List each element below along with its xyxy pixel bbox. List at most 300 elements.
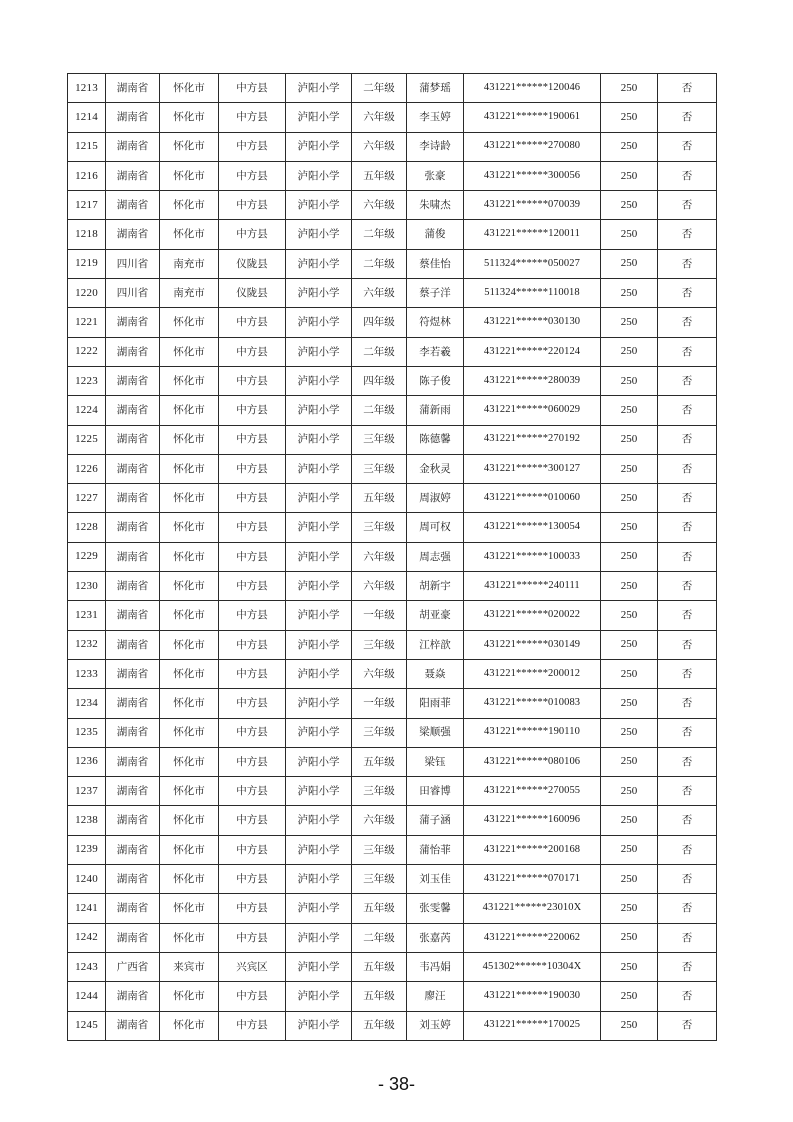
cell-grade: 二年级 [352,249,407,278]
cell-school: 泸阳小学 [286,308,352,337]
cell-school: 泸阳小学 [286,220,352,249]
cell-serial-number: 1225 [68,425,106,454]
table-row [68,718,717,747]
cell-school: 泸阳小学 [286,777,352,806]
cell-county: 中方县 [219,923,286,952]
cell-grade: 六年级 [352,806,407,835]
cell-grade: 三年级 [352,513,407,542]
cell-county: 中方县 [219,747,286,776]
cell-amount: 250 [601,952,658,981]
cell-county: 中方县 [219,425,286,454]
cell-province: 广西省 [106,952,160,981]
cell-school: 泸阳小学 [286,865,352,894]
cell-city: 怀化市 [160,74,219,103]
cell-serial-number: 1245 [68,1011,106,1040]
cell-amount: 250 [601,572,658,601]
cell-student-name: 李诗龄 [407,132,464,161]
cell-amount: 250 [601,865,658,894]
cell-school: 泸阳小学 [286,103,352,132]
cell-amount: 250 [601,132,658,161]
cell-county: 中方县 [219,777,286,806]
cell-amount: 250 [601,513,658,542]
cell-city: 怀化市 [160,220,219,249]
cell-flag: 否 [658,747,717,776]
table-row [68,630,717,659]
table-row [68,484,717,513]
cell-serial-number: 1232 [68,630,106,659]
cell-serial-number: 1239 [68,835,106,864]
cell-school: 泸阳小学 [286,513,352,542]
cell-serial-number: 1223 [68,366,106,395]
cell-id-number: 431221******200012 [464,659,601,688]
cell-county: 中方县 [219,982,286,1011]
cell-flag: 否 [658,659,717,688]
cell-serial-number: 1235 [68,718,106,747]
cell-grade: 六年级 [352,542,407,571]
cell-id-number: 431221******160096 [464,806,601,835]
cell-school: 泸阳小学 [286,132,352,161]
cell-id-number: 511324******110018 [464,279,601,308]
cell-id-number: 431221******130054 [464,513,601,542]
cell-serial-number: 1228 [68,513,106,542]
cell-amount: 250 [601,220,658,249]
cell-school: 泸阳小学 [286,337,352,366]
cell-county: 中方县 [219,161,286,190]
cell-grade: 五年级 [352,161,407,190]
cell-id-number: 431221******060029 [464,396,601,425]
cell-flag: 否 [658,835,717,864]
cell-city: 怀化市 [160,191,219,220]
cell-id-number: 431221******270055 [464,777,601,806]
table-body [68,74,717,1041]
table-row [68,952,717,981]
cell-grade: 三年级 [352,718,407,747]
cell-id-number: 431221******070039 [464,191,601,220]
cell-city: 怀化市 [160,132,219,161]
cell-county: 中方县 [219,865,286,894]
cell-amount: 250 [601,777,658,806]
table-row [68,161,717,190]
cell-id-number: 431221******100033 [464,542,601,571]
cell-student-name: 周淑婷 [407,484,464,513]
cell-serial-number: 1236 [68,747,106,776]
cell-id-number: 511324******050027 [464,249,601,278]
cell-county: 中方县 [219,396,286,425]
cell-amount: 250 [601,74,658,103]
table-row [68,191,717,220]
cell-amount: 250 [601,689,658,718]
cell-student-name: 蒲梦瑶 [407,74,464,103]
cell-amount: 250 [601,366,658,395]
cell-city: 怀化市 [160,337,219,366]
cell-county: 中方县 [219,513,286,542]
cell-flag: 否 [658,132,717,161]
cell-county: 中方县 [219,718,286,747]
cell-school: 泸阳小学 [286,572,352,601]
cell-city: 怀化市 [160,982,219,1011]
cell-county: 中方县 [219,806,286,835]
cell-serial-number: 1237 [68,777,106,806]
cell-amount: 250 [601,835,658,864]
table-row [68,806,717,835]
cell-id-number: 431221******23010X [464,894,601,923]
cell-city: 南充市 [160,249,219,278]
cell-amount: 250 [601,718,658,747]
cell-amount: 250 [601,806,658,835]
cell-county: 兴宾区 [219,952,286,981]
cell-grade: 一年级 [352,601,407,630]
cell-student-name: 符煜林 [407,308,464,337]
cell-county: 中方县 [219,572,286,601]
cell-grade: 五年级 [352,1011,407,1040]
table-row [68,454,717,483]
cell-id-number: 431221******270080 [464,132,601,161]
cell-grade: 四年级 [352,308,407,337]
cell-amount: 250 [601,425,658,454]
cell-flag: 否 [658,454,717,483]
cell-province: 湖南省 [106,308,160,337]
table-row [68,865,717,894]
cell-id-number: 431221******030130 [464,308,601,337]
cell-student-name: 周可权 [407,513,464,542]
cell-amount: 250 [601,484,658,513]
cell-student-name: 蒲俊 [407,220,464,249]
cell-school: 泸阳小学 [286,1011,352,1040]
cell-county: 中方县 [219,454,286,483]
cell-county: 中方县 [219,103,286,132]
cell-flag: 否 [658,923,717,952]
cell-flag: 否 [658,894,717,923]
cell-serial-number: 1221 [68,308,106,337]
cell-province: 湖南省 [106,337,160,366]
cell-student-name: 廖汪 [407,982,464,1011]
cell-serial-number: 1229 [68,542,106,571]
cell-province: 湖南省 [106,865,160,894]
cell-county: 中方县 [219,366,286,395]
cell-id-number: 431221******270192 [464,425,601,454]
table-row [68,279,717,308]
cell-school: 泸阳小学 [286,396,352,425]
cell-serial-number: 1216 [68,161,106,190]
cell-student-name: 韦冯娟 [407,952,464,981]
table-row [68,249,717,278]
cell-county: 中方县 [219,191,286,220]
cell-serial-number: 1214 [68,103,106,132]
cell-student-name: 陈子俊 [407,366,464,395]
cell-school: 泸阳小学 [286,659,352,688]
cell-grade: 五年级 [352,747,407,776]
cell-city: 怀化市 [160,308,219,337]
table-row [68,103,717,132]
cell-county: 中方县 [219,308,286,337]
cell-province: 湖南省 [106,747,160,776]
cell-flag: 否 [658,220,717,249]
cell-school: 泸阳小学 [286,454,352,483]
cell-province: 湖南省 [106,630,160,659]
cell-county: 中方县 [219,1011,286,1040]
cell-id-number: 431221******010083 [464,689,601,718]
cell-student-name: 蔡子洋 [407,279,464,308]
cell-school: 泸阳小学 [286,249,352,278]
table-row [68,513,717,542]
cell-amount: 250 [601,894,658,923]
cell-id-number: 431221******120011 [464,220,601,249]
cell-amount: 250 [601,308,658,337]
cell-county: 中方县 [219,630,286,659]
cell-province: 湖南省 [106,718,160,747]
cell-id-number: 431221******030149 [464,630,601,659]
page-number: - 38- [377,1074,415,1094]
cell-province: 湖南省 [106,659,160,688]
cell-flag: 否 [658,865,717,894]
cell-city: 怀化市 [160,689,219,718]
cell-school: 泸阳小学 [286,630,352,659]
table-row [68,835,717,864]
cell-id-number: 431221******200168 [464,835,601,864]
cell-flag: 否 [658,366,717,395]
cell-student-name: 金秋灵 [407,454,464,483]
cell-province: 湖南省 [106,835,160,864]
cell-grade: 四年级 [352,366,407,395]
cell-province: 湖南省 [106,513,160,542]
cell-city: 怀化市 [160,425,219,454]
cell-grade: 二年级 [352,396,407,425]
cell-grade: 三年级 [352,425,407,454]
cell-school: 泸阳小学 [286,161,352,190]
cell-serial-number: 1220 [68,279,106,308]
cell-flag: 否 [658,513,717,542]
cell-city: 怀化市 [160,513,219,542]
cell-flag: 否 [658,689,717,718]
cell-amount: 250 [601,1011,658,1040]
cell-city: 怀化市 [160,747,219,776]
cell-serial-number: 1218 [68,220,106,249]
cell-serial-number: 1231 [68,601,106,630]
cell-province: 湖南省 [106,132,160,161]
table-row [68,894,717,923]
cell-city: 怀化市 [160,806,219,835]
table-row [68,601,717,630]
cell-grade: 三年级 [352,630,407,659]
cell-city: 怀化市 [160,718,219,747]
cell-flag: 否 [658,161,717,190]
cell-id-number: 431221******300127 [464,454,601,483]
cell-province: 湖南省 [106,601,160,630]
cell-school: 泸阳小学 [286,191,352,220]
table-row [68,572,717,601]
table-row [68,396,717,425]
cell-city: 怀化市 [160,542,219,571]
cell-province: 湖南省 [106,484,160,513]
cell-school: 泸阳小学 [286,835,352,864]
cell-school: 泸阳小学 [286,279,352,308]
cell-student-name: 梁钰 [407,747,464,776]
cell-school: 泸阳小学 [286,982,352,1011]
cell-amount: 250 [601,103,658,132]
cell-grade: 三年级 [352,835,407,864]
cell-student-name: 胡亚豪 [407,601,464,630]
cell-serial-number: 1238 [68,806,106,835]
cell-id-number: 431221******300056 [464,161,601,190]
table-row [68,747,717,776]
cell-student-name: 张雯馨 [407,894,464,923]
cell-school: 泸阳小学 [286,923,352,952]
table-row [68,337,717,366]
cell-flag: 否 [658,777,717,806]
cell-county: 中方县 [219,601,286,630]
cell-city: 怀化市 [160,601,219,630]
cell-id-number: 431221******020022 [464,601,601,630]
cell-serial-number: 1230 [68,572,106,601]
cell-county: 中方县 [219,74,286,103]
table-row [68,366,717,395]
cell-grade: 六年级 [352,103,407,132]
cell-grade: 六年级 [352,132,407,161]
cell-student-name: 刘玉佳 [407,865,464,894]
cell-grade: 二年级 [352,923,407,952]
cell-province: 湖南省 [106,572,160,601]
cell-city: 怀化市 [160,659,219,688]
cell-county: 中方县 [219,689,286,718]
cell-flag: 否 [658,630,717,659]
cell-province: 湖南省 [106,982,160,1011]
cell-serial-number: 1244 [68,982,106,1011]
cell-grade: 五年级 [352,894,407,923]
cell-province: 湖南省 [106,191,160,220]
cell-id-number: 451302******10304X [464,952,601,981]
cell-student-name: 张豪 [407,161,464,190]
cell-student-name: 李若羲 [407,337,464,366]
cell-id-number: 431221******070171 [464,865,601,894]
cell-amount: 250 [601,337,658,366]
cell-grade: 一年级 [352,689,407,718]
table-row [68,74,717,103]
cell-county: 中方县 [219,835,286,864]
cell-student-name: 陈德馨 [407,425,464,454]
cell-school: 泸阳小学 [286,601,352,630]
cell-serial-number: 1217 [68,191,106,220]
cell-city: 怀化市 [160,366,219,395]
table-row [68,689,717,718]
cell-school: 泸阳小学 [286,74,352,103]
cell-amount: 250 [601,396,658,425]
cell-province: 湖南省 [106,894,160,923]
cell-grade: 六年级 [352,279,407,308]
cell-student-name: 刘玉婷 [407,1011,464,1040]
cell-county: 中方县 [219,220,286,249]
cell-province: 湖南省 [106,542,160,571]
cell-province: 湖南省 [106,454,160,483]
cell-amount: 250 [601,161,658,190]
cell-county: 仪陇县 [219,279,286,308]
cell-grade: 六年级 [352,572,407,601]
cell-flag: 否 [658,279,717,308]
cell-flag: 否 [658,249,717,278]
cell-city: 怀化市 [160,161,219,190]
cell-student-name: 胡新宇 [407,572,464,601]
cell-city: 怀化市 [160,835,219,864]
cell-serial-number: 1215 [68,132,106,161]
table-row [68,1011,717,1040]
table-row [68,425,717,454]
cell-flag: 否 [658,982,717,1011]
cell-amount: 250 [601,249,658,278]
cell-province: 湖南省 [106,689,160,718]
cell-grade: 五年级 [352,982,407,1011]
cell-city: 南充市 [160,279,219,308]
cell-flag: 否 [658,308,717,337]
cell-id-number: 431221******190110 [464,718,601,747]
cell-amount: 250 [601,542,658,571]
cell-province: 湖南省 [106,425,160,454]
cell-id-number: 431221******220062 [464,923,601,952]
cell-serial-number: 1243 [68,952,106,981]
cell-student-name: 周志强 [407,542,464,571]
cell-student-name: 朱啸杰 [407,191,464,220]
cell-id-number: 431221******220124 [464,337,601,366]
cell-city: 怀化市 [160,630,219,659]
cell-city: 怀化市 [160,894,219,923]
cell-county: 仪陇县 [219,249,286,278]
cell-student-name: 蒲新雨 [407,396,464,425]
table-row [68,923,717,952]
cell-student-name: 阳雨菲 [407,689,464,718]
cell-school: 泸阳小学 [286,747,352,776]
cell-id-number: 431221******280039 [464,366,601,395]
table-row [68,542,717,571]
cell-flag: 否 [658,74,717,103]
cell-serial-number: 1224 [68,396,106,425]
cell-serial-number: 1233 [68,659,106,688]
cell-student-name: 梁顺强 [407,718,464,747]
cell-city: 怀化市 [160,103,219,132]
cell-city: 怀化市 [160,865,219,894]
cell-province: 四川省 [106,249,160,278]
cell-flag: 否 [658,601,717,630]
cell-county: 中方县 [219,132,286,161]
cell-city: 怀化市 [160,454,219,483]
cell-id-number: 431221******170025 [464,1011,601,1040]
cell-grade: 五年级 [352,484,407,513]
cell-amount: 250 [601,279,658,308]
cell-province: 湖南省 [106,103,160,132]
cell-school: 泸阳小学 [286,366,352,395]
cell-school: 泸阳小学 [286,718,352,747]
cell-grade: 三年级 [352,865,407,894]
cell-grade: 三年级 [352,454,407,483]
cell-student-name: 蒲怡菲 [407,835,464,864]
cell-city: 怀化市 [160,484,219,513]
cell-city: 怀化市 [160,1011,219,1040]
cell-id-number: 431221******190030 [464,982,601,1011]
cell-school: 泸阳小学 [286,894,352,923]
cell-grade: 二年级 [352,74,407,103]
cell-city: 怀化市 [160,396,219,425]
cell-province: 四川省 [106,279,160,308]
cell-province: 湖南省 [106,1011,160,1040]
cell-city: 怀化市 [160,777,219,806]
cell-grade: 二年级 [352,220,407,249]
cell-school: 泸阳小学 [286,484,352,513]
cell-province: 湖南省 [106,161,160,190]
cell-student-name: 江梓歆 [407,630,464,659]
cell-grade: 六年级 [352,191,407,220]
cell-amount: 250 [601,923,658,952]
cell-province: 湖南省 [106,806,160,835]
cell-amount: 250 [601,747,658,776]
cell-amount: 250 [601,982,658,1011]
table-row [68,982,717,1011]
